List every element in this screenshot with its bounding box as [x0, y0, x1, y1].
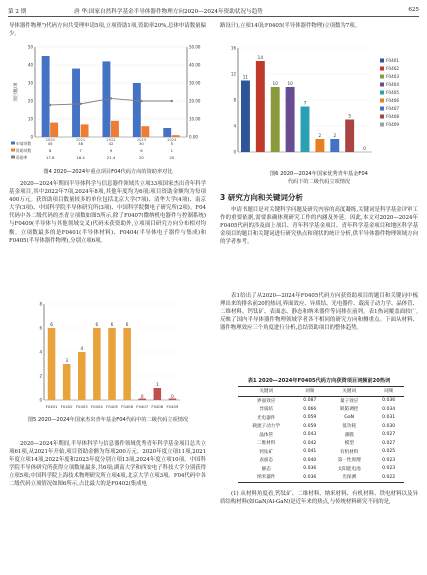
- legend-label: F0402: [386, 66, 400, 71]
- table-row: [238, 448, 404, 457]
- x-tick-label: F0408: [151, 404, 164, 409]
- data-table-value: 20: [169, 155, 175, 160]
- x-tick-label: F0402: [60, 404, 73, 409]
- y2-tick-label: 10.00: [189, 116, 201, 122]
- y-tick-label: 8: [233, 97, 236, 103]
- table-cell: 0.087: [303, 398, 317, 404]
- legend-label: 资助项数: [16, 148, 32, 153]
- figure-6-chart: [222, 40, 420, 168]
- x-tick-label: F0406: [121, 404, 134, 409]
- table-cell: 0.027: [382, 432, 396, 438]
- table-cell: 0.023: [382, 457, 396, 463]
- table-cell: 薄膜: [344, 432, 354, 438]
- y-tick-label: 4: [39, 349, 42, 355]
- data-label: 1: [155, 382, 159, 387]
- bar: [241, 81, 250, 153]
- table-row: [238, 473, 404, 482]
- data-label: 14: [257, 55, 264, 60]
- y-tick-label: 16: [230, 45, 236, 51]
- bar: [78, 352, 86, 400]
- bar: [123, 328, 131, 400]
- data-label: 4: [80, 346, 84, 351]
- keyword-table: [238, 386, 404, 483]
- bar: [93, 328, 101, 400]
- legend-label: F0407: [386, 106, 400, 111]
- issue-label: 第 2 期: [8, 9, 27, 15]
- figure-6-caption: [220, 171, 418, 186]
- bar: [48, 328, 56, 400]
- data-table-value: 5: [170, 141, 174, 146]
- y-axis-label: 项目数/项: [14, 82, 19, 102]
- data-label: 0: [363, 146, 366, 151]
- y-tick-label: 12: [230, 71, 236, 77]
- y-tick-label: 30: [27, 80, 33, 86]
- figure-4-chart: [9, 39, 207, 167]
- bar: [256, 61, 265, 152]
- table-header: 词频: [384, 389, 394, 395]
- data-table-value: 20: [138, 155, 144, 160]
- bar: [108, 328, 116, 400]
- table-header: 关键词: [342, 389, 357, 395]
- rate-point: [49, 104, 51, 106]
- legend-label: 申请项数: [16, 141, 32, 146]
- legend-label: F0404: [386, 82, 400, 87]
- table-cell: 0.022: [382, 474, 396, 480]
- table-row: [238, 396, 404, 405]
- y-tick-label: 4: [233, 123, 236, 129]
- y2-tick-label: 50.00: [189, 44, 201, 50]
- data-table-value: 1: [170, 148, 174, 153]
- table-row: [238, 405, 404, 414]
- bar: [315, 139, 324, 152]
- bar: [133, 83, 141, 137]
- table-header: 关键词: [259, 389, 274, 395]
- legend-swatch: [380, 91, 384, 95]
- paragraph: 2020—2024年期间,半导体科学与信息器件领域优秀青年科学基金项目总共立项61项,从2021年开始,项目资助金额为每项200万元。2020年度立项11项,2021年度立项14项,2022年度和2023年度分别立项13项,2024年度立项10项。中国科学院半导体研究所获得立项数量最多,共6项;湖南大学和西安电子科技大学分别获得立项5项;中国科学院上海技术物理研究所立项4项,北京大学立项3项。F04代码中各二级代码立项情况如图6所示,占比最大的是F0402(集成电: [9, 441, 206, 488]
- data-table-value: 42: [108, 141, 114, 146]
- table-row: [238, 431, 404, 440]
- rate-point: [171, 100, 173, 102]
- y2-tick-label: 30.00: [189, 80, 201, 86]
- table-cell: 0.036: [303, 466, 317, 472]
- table-cell: GaN: [344, 415, 355, 421]
- data-table-value: 9: [109, 148, 113, 153]
- legend-swatch: [380, 107, 384, 111]
- legend-swatch: [380, 83, 384, 87]
- table-cell: 界面效应: [257, 398, 276, 404]
- bar: [111, 121, 119, 137]
- x-tick-label: F0405: [106, 404, 118, 409]
- legend-swatch: [380, 59, 384, 63]
- data-table-value: 8: [48, 148, 52, 153]
- running-title: 唐 华:国家自然科学基金半导体器件物理方向2020—2024年资助状况与趋势: [74, 9, 263, 15]
- paragraph: 2020—2024年期间半导体科学与信息器件领域共立项33项国家杰出青年科学基金项目,其中2022年7项,2024年8项,其他年度均为6项;项目资助金额均为每项400万元。获资助项目数量较多的单位包括北京大学(7项)、清华大学(4项)、南京大学(3项)、中国科学院半导体研究所(3项)、中国科学院微电子研究所(2项)。F04代码中各二级代码的杰青立项数如图5所示,除了F0407(微纳机电器件与控制系统)与F0409(半导体与其他领域交叉)代码未获资助外,立项项目研究方向分布相对均衡。立项数最多的是F0401(半导体材料)、F0404(半导体电子器件与集成)和F0405(半导体器件物理),分别立项6项。: [9, 181, 206, 244]
- bar: [63, 364, 71, 400]
- data-label: 6: [50, 322, 53, 327]
- table-cell: 0.023: [382, 466, 396, 472]
- data-label: 2: [318, 133, 322, 138]
- y2-tick-label: 0.00: [189, 134, 198, 140]
- table-row: [238, 456, 404, 465]
- x-tick-label: F0407: [136, 404, 149, 409]
- table-cell: 低功耗: [342, 424, 357, 430]
- data-table-value: 30: [138, 141, 144, 146]
- legend-swatch: [380, 67, 384, 71]
- table-cell: 0.066: [303, 406, 317, 412]
- x-tick-label: F0404: [90, 404, 103, 409]
- paragraph: 导体器件物理")代码方向共受理申请5项,立项资助1项,资助率20%,总体申请数量偏少。: [9, 23, 206, 38]
- data-label: 11: [242, 74, 249, 80]
- data-table-value: 38: [78, 141, 84, 146]
- table-cell: 钙钛矿: [259, 449, 274, 455]
- x-tick-label: F0409: [166, 404, 179, 409]
- table-cell: 光电器件: [257, 415, 276, 421]
- table-cell: 0.027: [382, 440, 396, 446]
- x-tick-label: 2021: [76, 138, 86, 142]
- table-cell: 0.059: [303, 423, 317, 429]
- table-cell: 0.059: [303, 415, 317, 421]
- legend-label: F0406: [386, 98, 400, 103]
- section-heading: 3 研究方向和关键词分析: [220, 193, 303, 202]
- x-tick-label: F0401: [45, 404, 58, 409]
- table-cell: 表面态: [259, 458, 274, 464]
- bar: [172, 135, 180, 137]
- data-label: 2: [333, 133, 337, 138]
- legend-label: F0401: [386, 58, 400, 63]
- data-label: 0: [140, 394, 144, 399]
- figure-5-caption: 图5 2020—2024年国家杰出青年基金F04代码中的二级代码立项情况: [27, 417, 189, 423]
- legend-swatch: [11, 142, 15, 145]
- y-tick-label: 8: [39, 301, 42, 307]
- legend-label: F0403: [386, 74, 400, 79]
- legend-label: F0409: [386, 122, 400, 127]
- left-column: [9, 22, 206, 38]
- paragraph: 申请书题目是对关键科学问题及研究内容的高度凝练,关键词是科学基金评审工作的重要依据,需要准确体现研究工作的内涵及外延。因此,本文对2020—2024年F0405代码的涉及面上项目、青年科学基金项目、青年科学基金项目和地区科学基金项目的题目和关键词进行研究热点和现状的统计分析,供半导体器件物理领域方向的学者参考。: [220, 207, 418, 246]
- data-label: 10: [287, 81, 293, 86]
- bar: [345, 120, 354, 153]
- table-caption: 表1 2020—2024年F0405代码方向获资项目词频前20热词: [247, 378, 391, 384]
- legend-swatch: [380, 115, 384, 119]
- table-cell: 0.040: [303, 457, 317, 463]
- data-table-value: 7: [79, 148, 82, 153]
- page-number: 625: [408, 7, 419, 13]
- bar: [330, 139, 339, 152]
- bar: [42, 56, 50, 137]
- paragraph: 表1给出了从2020—2024年F0405代码方向获资助项目的题目和关键词中梳理出来的排名前20的热词,界面效应、异质结、光电器件、载流子动力学、晶体管、二维材料、钙钛矿、表面态、静态和纳米器件等词排在前列。表1热词覆盖面较广,反映了国内半导体器件物理领域学者各不相同的研究方向和侧重点。下面从材料、器件物理效应三个角度进行分析,总结资助项目的整体趋势。: [220, 293, 418, 332]
- x-tick-label: 2020: [45, 138, 55, 142]
- bar: [154, 388, 162, 400]
- y-tick-label: 0: [39, 397, 42, 403]
- data-label: 3: [65, 358, 69, 363]
- x-tick-label: 2022: [106, 138, 116, 142]
- figure-6-caption-line: 代码下的二级代码立项情况: [287, 178, 351, 185]
- y-tick-label: 2: [39, 373, 42, 379]
- data-label: 6: [125, 322, 129, 327]
- table-cell: 缺陷调控: [340, 407, 359, 413]
- table-cell: 有机材料: [340, 449, 359, 455]
- legend-swatch: [11, 149, 15, 152]
- table-cell: 0.042: [303, 440, 317, 446]
- data-label: 0: [171, 394, 174, 399]
- table-cell: 0.041: [303, 449, 317, 455]
- table-cell: 静态: [261, 466, 271, 472]
- data-label: 10: [272, 81, 278, 86]
- bar: [81, 124, 89, 137]
- legend-label: F0405: [386, 90, 400, 95]
- table-cell: 载流子动力学: [252, 424, 280, 430]
- data-table-value: 18.4: [76, 155, 85, 160]
- y-tick-label: 20: [27, 98, 33, 104]
- data-table-value: 17.8: [45, 155, 55, 160]
- table-cell: 0.036: [303, 474, 317, 480]
- table-row: [238, 439, 404, 448]
- x-tick-label: 2024: [167, 138, 177, 142]
- bar: [163, 128, 171, 137]
- table-cell: 模型: [344, 441, 354, 447]
- figure-4-caption: 图4 2020—2024年重点项目F04代码方向的资助率对比: [43, 169, 173, 175]
- table-cell: 0.031: [382, 415, 396, 421]
- y-tick-label: 40: [27, 62, 33, 68]
- legend-label: F0408: [386, 114, 400, 119]
- y-tick-label: 10: [27, 116, 33, 122]
- table-cell: 0.030: [382, 423, 396, 429]
- table-cell: 晶体管: [259, 432, 274, 438]
- bar: [286, 87, 295, 152]
- legend-swatch: [380, 123, 384, 127]
- table-header: 词频: [305, 389, 315, 395]
- y-tick-label: 0: [30, 134, 33, 140]
- data-label: 6: [110, 322, 114, 327]
- table-header-row: [238, 387, 404, 397]
- legend-swatch: [11, 156, 15, 159]
- table-cell: 0.036: [382, 398, 396, 404]
- table-cell: 0.043: [303, 432, 317, 438]
- paragraph: (1) 从材料角度看,钙钛矿、二维材料、纳米材料、有机材料、铁电材料以及异质结构材料(如GaN/Al-GaN)是近年来的热点,与传统材料研究不同的是,: [220, 491, 418, 506]
- data-table-value: 6: [140, 148, 143, 153]
- x-tick-label: F0403: [75, 404, 88, 409]
- rate-point: [110, 97, 112, 99]
- figure-5-chart: [30, 296, 190, 414]
- data-label: 6: [95, 322, 99, 327]
- figure-6-caption-line: 图6 2020—2024年国家优秀青年基金F04: [269, 171, 368, 177]
- y-tick-label: 50: [27, 44, 33, 50]
- table-cell: 量子效应: [340, 398, 359, 404]
- data-label: 5: [348, 113, 352, 119]
- y2-tick-label: 20.00: [189, 98, 201, 104]
- table-cell: 第一性原理: [337, 458, 361, 464]
- rate-point: [79, 103, 81, 105]
- table-cell: 光探测: [342, 475, 357, 481]
- legend-swatch: [380, 75, 384, 79]
- bar: [301, 107, 310, 153]
- bar: [141, 126, 149, 137]
- table-cell: 异质结: [259, 407, 274, 413]
- legend-label: 资助率: [16, 155, 28, 160]
- legend-swatch: [380, 99, 384, 103]
- table-cell: 太阳能电池: [337, 466, 361, 472]
- table-row: [238, 422, 404, 431]
- table-cell: 0.034: [382, 406, 396, 412]
- data-table-value: 21.4: [106, 155, 116, 160]
- data-table-value: 45: [47, 141, 53, 146]
- rate-point: [140, 100, 142, 102]
- table-cell: 二维材料: [257, 441, 276, 447]
- data-label: 7: [303, 100, 307, 106]
- bar: [50, 123, 58, 137]
- y-tick-label: 6: [39, 325, 42, 331]
- table-cell: 纳米器件: [257, 475, 276, 481]
- running-header: [8, 6, 419, 17]
- table-row: [238, 414, 404, 423]
- y2-tick-label: 40.00: [189, 62, 201, 68]
- table-row: [238, 465, 404, 474]
- table-cell: 0.025: [382, 449, 396, 455]
- bar: [271, 87, 280, 152]
- x-tick-label: 2023: [136, 138, 146, 142]
- paragraph: 路设计),立项14项;F0405(半导体器件物理)立项数为7项。: [220, 23, 361, 29]
- bar: [72, 69, 80, 137]
- y-tick-label: 0: [233, 149, 236, 155]
